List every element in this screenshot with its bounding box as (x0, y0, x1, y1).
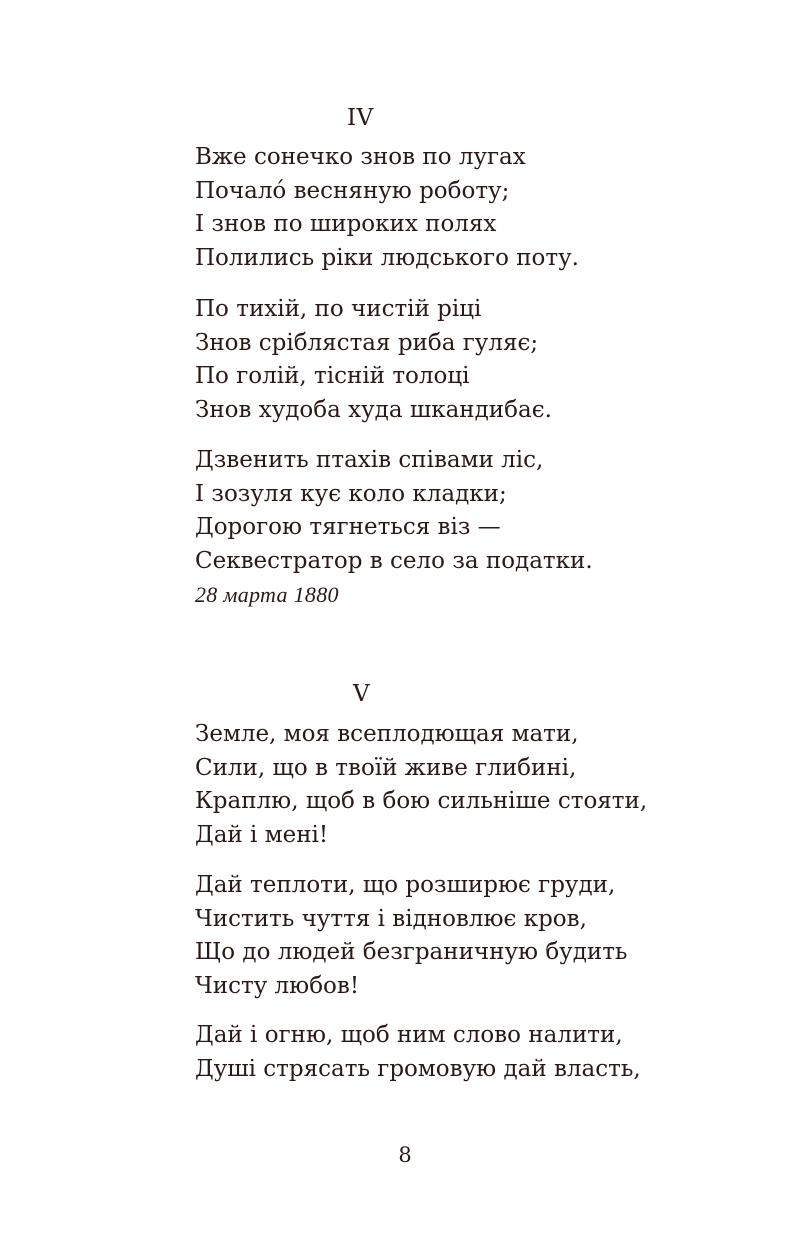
poem-date: 28 марта 1880 (195, 582, 339, 607)
verse-line: По голій, тісній толоці (195, 363, 470, 389)
verse-line: Що до людей безграничную будить (195, 939, 628, 965)
page-number: 8 (398, 1143, 412, 1167)
section-title-v: V (353, 681, 371, 707)
verse-line: Знов сріблястая риба гуляє; (195, 329, 539, 356)
verse-line: Полились ріки людського поту. (195, 244, 579, 271)
verse-line: І знов по широких полях (195, 211, 497, 237)
stanza (195, 141, 579, 275)
verse-line: По тихій, по чистій ріці (195, 296, 482, 322)
verse-line: Душі стрясать громовую дай власть, (195, 1055, 641, 1082)
verse-line: Вже сонечко знов по лугах (195, 144, 526, 170)
verse-line: І зозуля кує коло кладки; (195, 480, 507, 507)
verse-line: Знов худоба худа шкандибає. (195, 396, 552, 423)
verse-line: Почало́ весняную роботу; (195, 177, 510, 204)
verse-line: Земле, моя всеплодющая мати, (195, 721, 579, 747)
verse-line: Дай і огню, щоб ним слово налити, (195, 1022, 623, 1048)
stanza (195, 444, 593, 578)
stanza (195, 869, 627, 1003)
verse-line: Дзвенить птахів співами ліс, (195, 447, 544, 473)
verse-line: Сили, що в твоїй живе глибині, (195, 754, 577, 781)
stanza (195, 1019, 641, 1086)
verse-line: Краплю, щоб в бою сильніше стояти, (195, 788, 648, 814)
stanza (195, 293, 552, 427)
verse-line: Дорогою тягнеться віз — (195, 514, 501, 540)
verse-line: Чистить чуття і відновлює кров, (195, 905, 587, 932)
verse-line: Дай і мені! (195, 821, 329, 848)
verse-line: Чисту любов! (195, 972, 360, 999)
section-title-iv: IV (347, 105, 374, 131)
verse-line: Дай теплоти, що розширює груди, (195, 872, 616, 898)
stanza (195, 718, 647, 852)
verse-line: Секвестратор в село за податки. (195, 547, 593, 574)
